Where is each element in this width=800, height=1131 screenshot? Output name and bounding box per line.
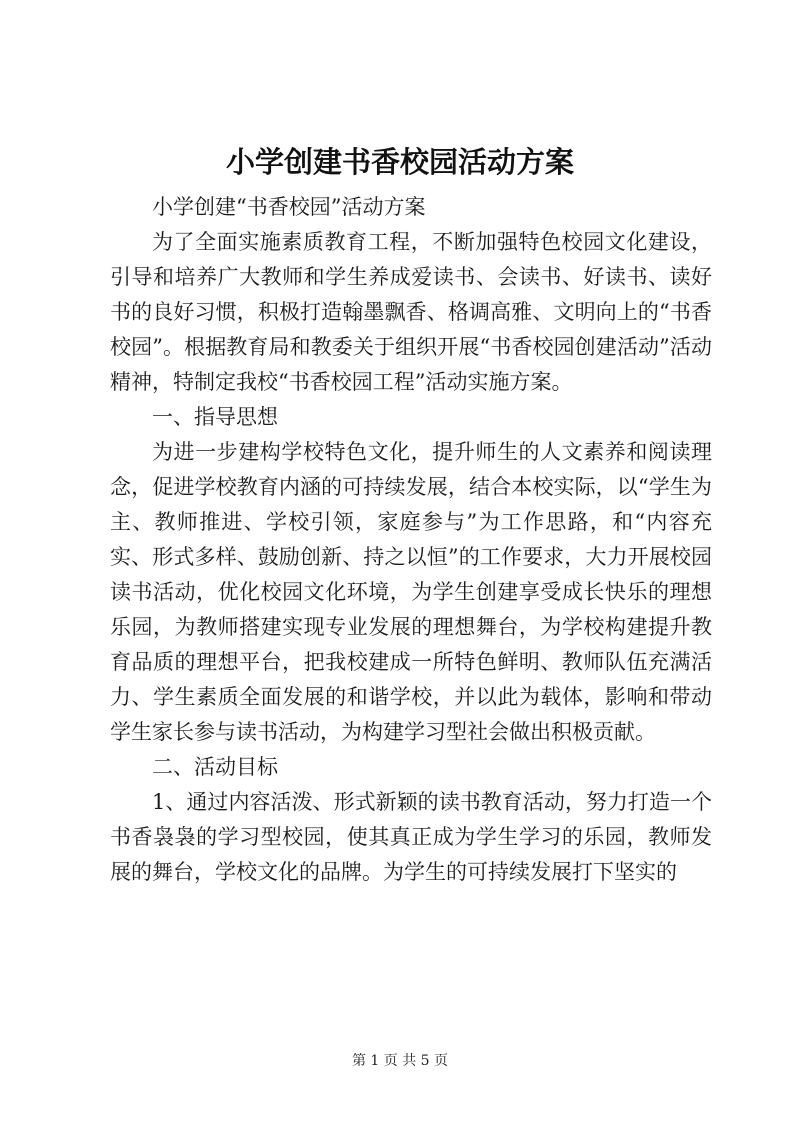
- section-heading-activity-goals: 二、活动目标: [152, 755, 278, 779]
- guiding-thought-paragraph: 为进一步建构学校特色文化，提升师生的人文素养和阅读理念，促进学校教育内涵的可持续发展，结合本校实际，以“学生为主、教师推进、学校引领，家庭参与”为工作思路，和“内容充实、形式多样、鼓励创新、持之以恒”的工作要求，大力开展校园读书活动，优化校园文化环境，为学生创建享受成长快乐的理想乐园，为教师搭建实现专业发展的理想舞台，为学校构建提升教育品质的理想平台，把我校建成一所特色鲜明、教师队伍充满活力、学生素质全面发展的和谐学校，并以此为载体，影响和带动学生家长参与读书活动，为构建学习型社会做出积极贡献。: [110, 440, 712, 744]
- page-footer: 第 1 页 共 5 页: [351, 1053, 449, 1069]
- section-heading-guiding-thought: 一、指导思想: [152, 405, 278, 429]
- document-body: [110, 190, 712, 890]
- subtitle-paragraph: 小学创建“书香校园”活动方案: [152, 195, 426, 219]
- activity-goals-paragraph: 1、通过内容活泼、形式新颖的读书教育活动，努力打造一个书香袅袅的学习型校园，使其真正成为学生学习的乐园，教师发展的舞台，学校文化的品牌。为学生的可持续发展打下坚实的: [110, 790, 712, 884]
- intro-paragraph: 为了全面实施素质教育工程，不断加强特色校园文化建设，引导和培养广大教师和学生养成爱读书、会读书、好读书、读好书的良好习惯，积极打造翰墨飘香、格调高雅、文明向上的“书香校园”。根据教育局和教委关于组织开展“书香校园创建活动”活动精神，特制定我校“书香校园工程”活动实施方案。: [110, 230, 712, 394]
- document-title: 小学创建书香校园活动方案: [225, 145, 574, 179]
